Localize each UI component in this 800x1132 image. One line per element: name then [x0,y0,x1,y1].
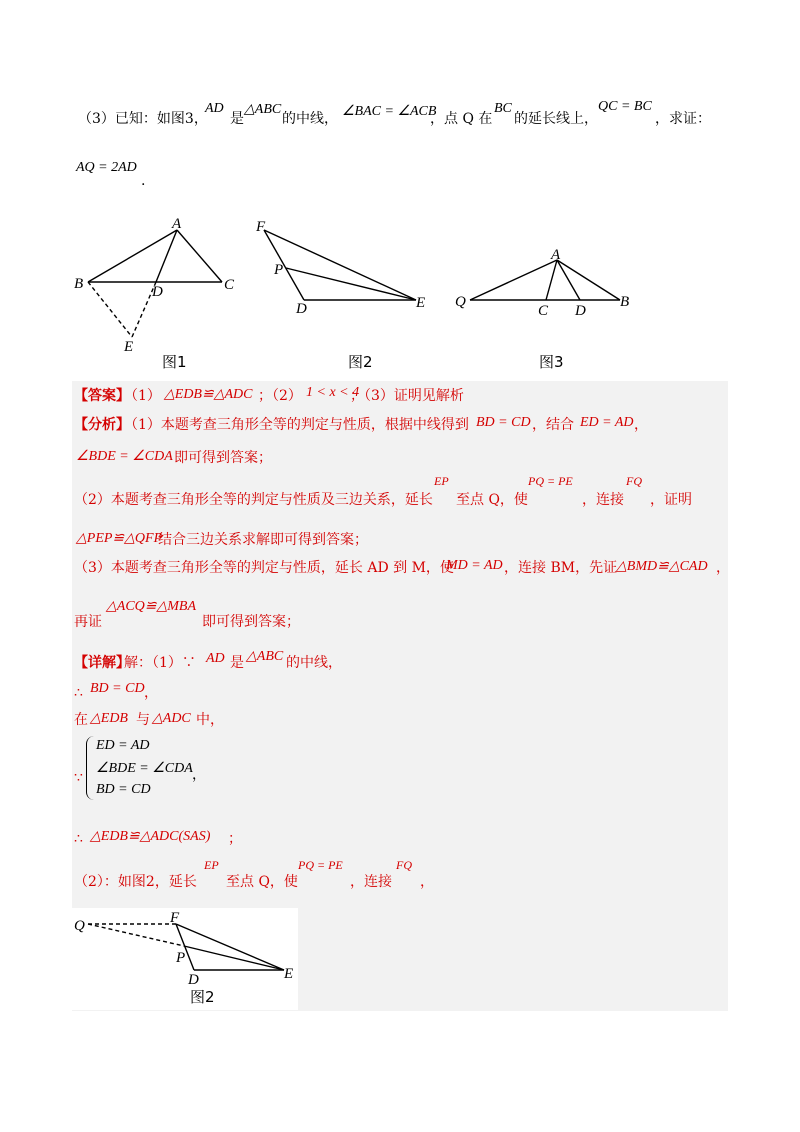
word-median: 的中线， [282,111,338,127]
analysis-line5-a: （3）本题考查三角形全等的判定与性质，延长 AD 到 M，使 [74,560,454,576]
detail-tag: 【详解】 [74,655,130,671]
fig2-label-e: E [416,295,426,311]
detail-abc: △ABC [246,649,284,664]
fig4-label-q: Q [74,918,85,934]
qc-equals-bc: QC = BC [598,99,652,114]
fig2-segment-pe [286,268,416,300]
fig4-caption: 图2 [190,988,215,1006]
detail-is: 是 [230,655,244,671]
detail-line5-c: ，连接 [350,874,392,890]
answer-sep-2: ；（3）证明见解析 [350,388,464,404]
detail-edb: △EDB [90,711,128,726]
fig3-segment-ad [557,260,580,300]
detail-result: △EDB≌△ADC(SAS) [90,829,211,844]
analysis-ep: EP [434,474,449,488]
figure-2-solution [72,908,298,1010]
aq-equals-2ad: AQ = 2AD [76,160,137,175]
analysis-tag: 【分析】 [74,417,130,433]
answer-value-2: 1 < x < 4 [306,385,360,400]
detail-fq: FQ [396,858,412,872]
detail-ep: EP [204,858,219,872]
system-comma: ， [192,767,206,783]
fig1-label-c: C [224,277,235,293]
fig3-caption: 图3 [539,353,564,371]
analysis-comma: ， [634,417,648,433]
fig1-segment-ad [156,230,177,282]
fig4-label-e: E [284,966,294,982]
detail-line3-a: 在 [74,712,88,728]
analysis-line6-b: 即可得到答案； [202,614,300,630]
detail-bd-cd: BD = CD [90,681,145,696]
analysis-bmd-cad: △BMD≌△CAD [616,559,708,574]
detail-comma: ， [144,685,158,701]
detail-semicolon: ； [228,831,242,847]
fig1-label-e: E [124,339,134,355]
fig2-segment-fe [264,230,416,300]
analysis-pep-qfp: △PEP≌△QFP [76,531,163,546]
word-extension: 的延长线上， [514,111,598,127]
fig1-label-d: D [152,284,163,300]
word-is: 是 [230,111,244,127]
fig3-segment-ac [546,260,557,300]
fig1-caption: 图1 [162,353,187,371]
system-eq-1: ED = AD [96,738,150,753]
detail-adc: △ADC [152,711,191,726]
detail-line5-b: 至点 Q，使 [226,874,298,890]
fig1-segment-ac [177,230,222,282]
detail-line1-a: 解：（1）∵ [124,655,196,671]
fig3-label-b: B [620,294,630,310]
fig1-segment-be [88,282,132,337]
fig4-label-d: D [188,972,199,988]
analysis-line5-b: ，连接 BM，先证 [504,560,618,576]
analysis-comma-2: ， [716,560,730,576]
fig1-label-b: B [74,276,84,292]
question-part-label: （3）已知：如图3， [78,111,208,127]
fig2-label-f: F [256,219,266,235]
fig4-segment-pe [184,946,284,970]
segment-bc: BC [494,101,512,116]
detail-ad: AD [206,651,225,666]
fig3-segment-qa [470,260,557,300]
fig3-label-q: Q [455,294,466,310]
analysis-line6-a: 再证 [74,614,102,630]
detail-line5-a: （2）：如图2，延长 [74,874,197,890]
fig4-segment-fe [176,924,284,970]
fig4-label-p: P [176,950,186,966]
system-eq-2: ∠BDE = ∠CDA [96,761,193,776]
analysis-pq-pe: PQ = PE [528,474,573,488]
fig2-label-d: D [296,301,307,317]
therefore-2: ∴ [74,831,83,847]
figure-3 [450,240,650,372]
fig2-label-p: P [274,262,284,278]
detail-mid: 中， [196,712,224,728]
analysis-line3-c: ，连接 [582,492,624,508]
detail-line1-b: 的中线， [286,655,342,671]
analysis-line3-a: （2）本题考查三角形全等的判定与性质及三边关系，延长 [74,492,433,508]
analysis-bd-cd: BD = CD [476,415,531,430]
fig3-segment-ab [557,260,620,300]
fig1-segment-ba [88,230,177,282]
fig3-label-d: D [575,303,586,319]
fig2-segment-fd [264,230,304,300]
detail-pq-pe: PQ = PE [298,858,343,872]
analysis-line3-b: 至点 Q，使 [456,492,528,508]
detail-and: 与 [136,712,150,728]
word-prove: ，求证： [655,111,711,127]
analysis-fq: FQ [626,474,642,488]
segment-ad: AD [205,101,224,116]
analysis-line1-b: ，结合 [532,417,574,433]
answer-tag: 【答案】 [74,388,130,404]
analysis-md-ad: MD = AD [446,558,503,573]
fig3-label-a: A [551,247,561,263]
answer-value-1: △EDB≌△ADC [164,387,253,402]
figure-1 [70,212,250,372]
fig2-caption: 图2 [348,353,373,371]
period: . [141,173,146,189]
analysis-acq-mba: △ACQ≌△MBA [106,599,197,614]
answer-sep-1: ；（2） [258,388,302,404]
fig4-label-f: F [170,910,180,926]
analysis-line1-a: （1）本题考查三角形全等的判定与性质，根据中线得到 [124,417,469,433]
answer-part1: （1） [124,388,161,404]
analysis-line3-d: ，证明 [650,492,692,508]
analysis-ed-ad: ED = AD [580,415,634,430]
fig1-label-a: A [172,216,182,232]
fig3-label-c: C [538,303,549,319]
analysis-line4-b: 结合三边关系求解即可得到答案； [158,532,368,548]
analysis-line2-b: 即可得到答案； [174,450,272,466]
figure-2 [250,212,440,372]
because-symbol: ∵ [74,770,83,786]
point-q-text: ，点 Q 在 [430,111,493,127]
triangle-abc: △ABC [244,102,282,117]
therefore-1: ∴ [74,685,83,701]
system-eq-3: BD = CD [96,782,151,797]
fig4-segment-qp [88,924,184,946]
angle-equation: ∠BAC = ∠ACB [342,104,437,119]
analysis-bde-cda: ∠BDE = ∠CDA [76,449,173,464]
detail-line5-d: ， [420,874,434,890]
